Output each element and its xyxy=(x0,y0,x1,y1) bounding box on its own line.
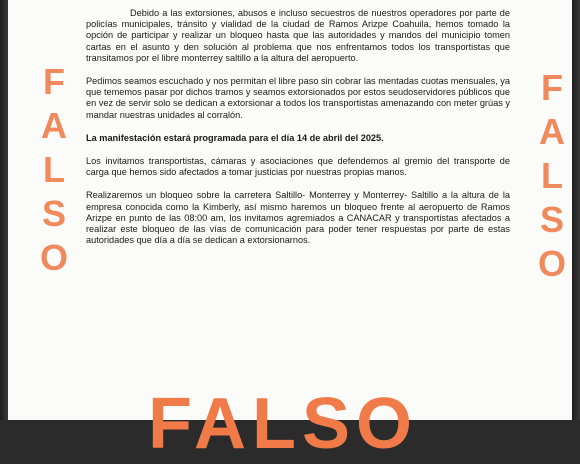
stamp-letter: A xyxy=(539,111,565,152)
stamp-letter: O xyxy=(39,237,68,278)
paragraph-4: Realizaremos un bloqueo sobre la carretera Saltillo- Monterrey y Monterrey- Saltillo a la altura de la empresa conocida como la Kimberly, así mismo haremos un bloqueo frente al aeropuerto de Ramos Arizpe en punto de las 08:00 am, los invitamos agremiados a CANACAR y transportistas afectados a realizar este bloqueo de las vías de comunicación para poder tener respuestas por parte de estas autoridades que día a día se dedican a extorsionarnos. xyxy=(86,190,510,246)
document-body xyxy=(86,8,510,258)
falso-stamp-right xyxy=(534,66,570,286)
photo-edge-left xyxy=(0,0,8,420)
falso-stamp-left xyxy=(36,60,72,280)
stamp-letter: F xyxy=(541,67,563,108)
paragraph-date: La manifestación estará programada para el día 14 de abril del 2025. xyxy=(86,132,384,143)
stamp-letter: S xyxy=(539,199,564,240)
paragraph-3: Los invitamos transportistas, cámaras y asociaciones que defendemos al gremio del transporte de carga que hemos sido afectados a tomar justicias por nuestras propias manos. xyxy=(86,156,510,178)
stamp-letter: S xyxy=(41,193,66,234)
paragraph-1: Debido a las extorsiones, abusos e incluso secuestros de nuestros operadores por parte de policías municipales, tránsito y vialidad de la ciudad de Ramos Arizpe Coahuila, hemos tomado la opción de participar y realizar un bloqueo hasta que las autoridades y mandos del municipio tomen cartas en el asunto y den solución al problema que nos enfrentamos todos los transportistas que transitamos por el libre monterrey saltillo a la altura del aeropuerto. xyxy=(86,8,510,63)
stamp-letter: A xyxy=(41,105,67,146)
stamp-letter: L xyxy=(43,149,65,190)
document-page xyxy=(8,0,572,464)
photo-edge-right xyxy=(572,0,580,420)
stamp-letter: F xyxy=(43,61,65,102)
stamp-letter: L xyxy=(541,155,563,196)
paragraph-2: Pedimos seamos escuchado y nos permitan el libre paso sin cobrar las mentadas cuotas mensuales, ya que tememos pasar por dichos tramos y seamos extorsionados por estos seudoservidores públicos que en vez de servir solo se dedican a extorsionar a todos los transportistas amenazando con meter grúas y mandar nuestras unidades al corralón. xyxy=(86,76,510,120)
falso-stamp-bottom: FALSO xyxy=(148,384,419,464)
stamp-letter: O xyxy=(537,243,566,284)
